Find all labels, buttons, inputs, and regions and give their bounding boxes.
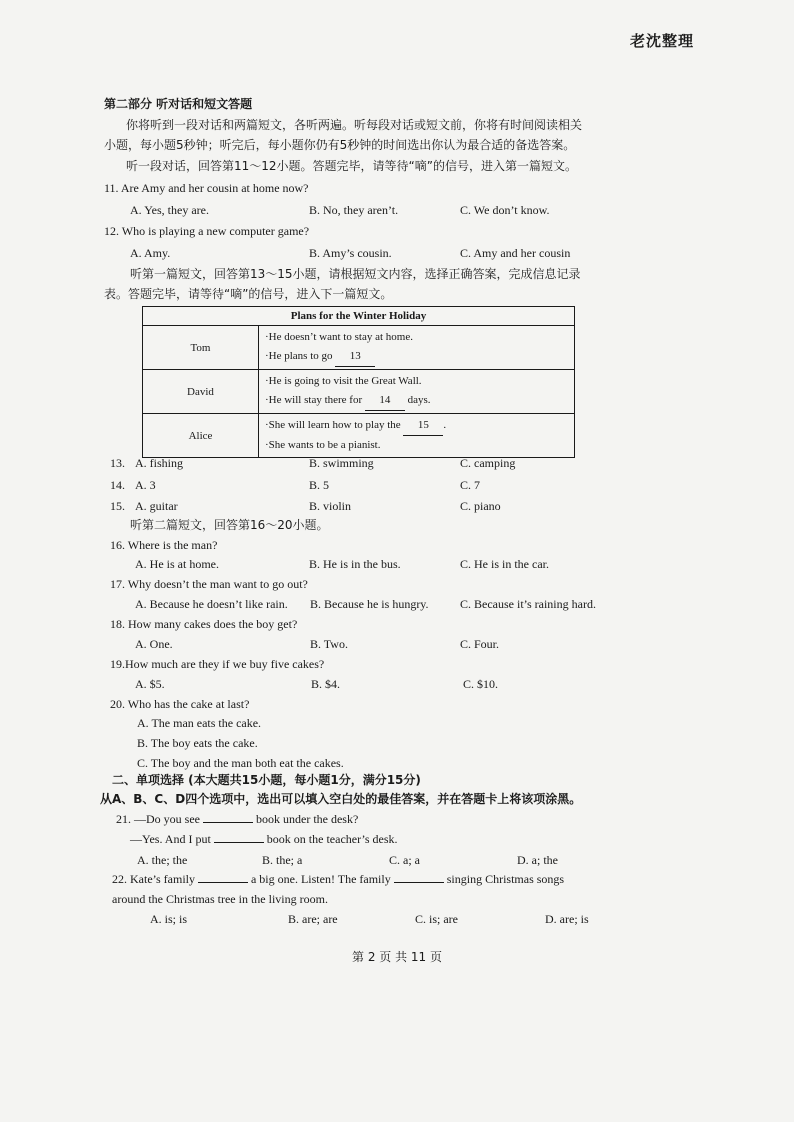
table-row-alice — [143, 414, 575, 458]
table-row-tom — [143, 326, 575, 370]
q18-option-c: C. Four. — [460, 637, 500, 651]
q15-option-b: B. violin — [309, 499, 352, 513]
q21-line1-text: 21. —Do you see — [116, 812, 200, 826]
question-19: 19.How much are they if we buy five cakes? — [110, 657, 325, 671]
q21-line2-suffix: book on the teacher’s desk. — [266, 832, 398, 846]
q13-number: 13. — [110, 456, 125, 470]
q21-blank2 — [214, 842, 264, 843]
david-line2-suffix: days. — [407, 394, 431, 406]
q18-option-b: B. Two. — [310, 637, 348, 651]
q17-option-a: A. Because he doesn’t like rain. — [135, 597, 288, 611]
row-name-alice: Alice — [143, 414, 259, 458]
q17-option-c: C. Because it’s raining hard. — [460, 597, 596, 611]
q19-option-c: C. $10. — [463, 677, 499, 691]
section2-heading: 二、单项选择 (本大题共15小题，每小题1分，满分15分) — [112, 773, 421, 787]
q17-option-b: B. Because he is hungry. — [310, 597, 429, 611]
q20-option-a: A. The man eats the cake. — [137, 716, 262, 730]
passage2-instruction: 听第二篇短文，回答第16～20小题。 — [130, 518, 329, 532]
question-18: 18. How many cakes does the boy get? — [110, 617, 298, 631]
q21-option-b: B. the; a — [262, 853, 303, 867]
q20-option-b: B. The boy eats the cake. — [137, 736, 258, 750]
part2-intro-line1: 你将听到一段对话和两篇短文，各听两遍。听每段对话或短文前，你将有时间阅读相关 — [126, 118, 583, 132]
question-20: 20. Who has the cake at last? — [110, 697, 250, 711]
david-line1: ·He is going to visit the Great Wall. — [265, 375, 422, 387]
q14-option-a: A. 3 — [135, 478, 156, 492]
q16-option-a: A. He is at home. — [135, 557, 219, 571]
q22-blank1 — [198, 882, 248, 883]
q22-line2: around the Christmas tree in the living room. — [112, 892, 328, 906]
question-17: 17. Why doesn’t the man want to go out? — [110, 577, 308, 591]
david-line2-text: ·He will stay there for — [265, 394, 363, 406]
q14-number: 14. — [110, 478, 125, 492]
q22-blank2 — [394, 882, 444, 883]
q21-line1-suffix: book under the desk? — [256, 812, 359, 826]
tom-line2-text: ·He plans to go — [265, 350, 333, 362]
q21-option-c: C. a; a — [389, 853, 420, 867]
q21-option-d: D. a; the — [517, 853, 558, 867]
part2-intro-line2: 小题，每小题5秒钟；听完后，每小题你仍有5秒钟的时间选出你认为最合适的备选答案。 — [104, 138, 576, 152]
plan-table-title: Plans for the Winter Holiday — [143, 307, 575, 326]
dialog-instruction: 听一段对话，回答第11～12小题。答题完毕，请等待“嘀”的信号，进入第一篇短文。 — [126, 159, 577, 173]
section2-instruction: 从A、B、C、D四个选项中，选出可以填入空白处的最佳答案，并在答题卡上将该项涂黑。 — [100, 792, 582, 806]
blank-13: 13 — [335, 347, 375, 367]
alice-line1-text: ·She will learn how to play the — [265, 419, 401, 431]
q14-option-c: C. 7 — [460, 478, 481, 492]
brand-watermark: 老沈整理 — [629, 32, 694, 50]
row-name-david: David — [143, 370, 259, 414]
q11-option-a: A. Yes, they are. — [130, 203, 209, 217]
q22-line1-middle: a big one. Listen! The family — [250, 872, 391, 886]
passage1-instruction-line2: 表。答题完毕，请等待“嘀”的信号，进入下一篇短文。 — [104, 287, 393, 301]
blank-15: 15 — [403, 416, 443, 436]
q18-option-a: A. One. — [135, 637, 173, 651]
q11-option-c: C. We don’t know. — [460, 203, 550, 217]
blank-14: 14 — [365, 391, 405, 411]
question-16: 16. Where is the man? — [110, 538, 218, 552]
q15-option-a: A. guitar — [135, 499, 178, 513]
q16-option-b: B. He is in the bus. — [309, 557, 401, 571]
q16-option-c: C. He is in the car. — [460, 557, 549, 571]
q22-option-b: B. are; are — [288, 912, 338, 926]
q15-option-c: C. piano — [460, 499, 501, 513]
q22-option-d: D. are; is — [545, 912, 589, 926]
q11-option-b: B. No, they aren’t. — [309, 203, 399, 217]
q22-option-a: A. is; is — [150, 912, 188, 926]
row-name-tom: Tom — [143, 326, 259, 370]
q20-option-c: C. The boy and the man both eat the cakes. — [137, 756, 344, 770]
q13-option-b: B. swimming — [309, 456, 374, 470]
q15-number: 15. — [110, 499, 125, 513]
q12-option-c: C. Amy and her cousin — [460, 246, 571, 260]
q12-option-b: B. Amy’s cousin. — [309, 246, 392, 260]
q22-option-c: C. is; are — [415, 912, 458, 926]
q21-option-a: A. the; the — [137, 853, 188, 867]
q13-option-c: C. camping — [460, 456, 516, 470]
page-footer: 第 2 页 共 11 页 — [352, 950, 442, 964]
tom-line1: ·He doesn’t want to stay at home. — [265, 331, 413, 343]
q12-option-a: A. Amy. — [130, 246, 171, 260]
q14-option-b: B. 5 — [309, 478, 330, 492]
q21-line2-text: —Yes. And I put — [130, 832, 211, 846]
alice-line2: ·She wants to be a pianist. — [265, 439, 381, 451]
q19-option-b: B. $4. — [311, 677, 341, 691]
table-row-david — [143, 370, 575, 414]
q22-line1-suffix: singing Christmas songs — [446, 872, 565, 886]
q22-line1-text: 22. Kate’s family — [112, 872, 195, 886]
q19-option-a: A. $5. — [135, 677, 165, 691]
q21-blank1 — [203, 822, 253, 823]
q13-option-a: A. fishing — [135, 456, 183, 470]
question-12: 12. Who is playing a new computer game? — [104, 224, 310, 238]
part2-heading: 第二部分 听对话和短文答题 — [104, 97, 253, 111]
passage1-instruction-line1: 听第一篇短文，回答第13～15小题，请根据短文内容，选择正确答案，完成信息记录 — [130, 267, 581, 281]
winter-holiday-plan-table — [142, 306, 575, 458]
alice-line1-suffix: . — [443, 419, 447, 431]
question-11: 11. Are Amy and her cousin at home now? — [104, 181, 309, 195]
